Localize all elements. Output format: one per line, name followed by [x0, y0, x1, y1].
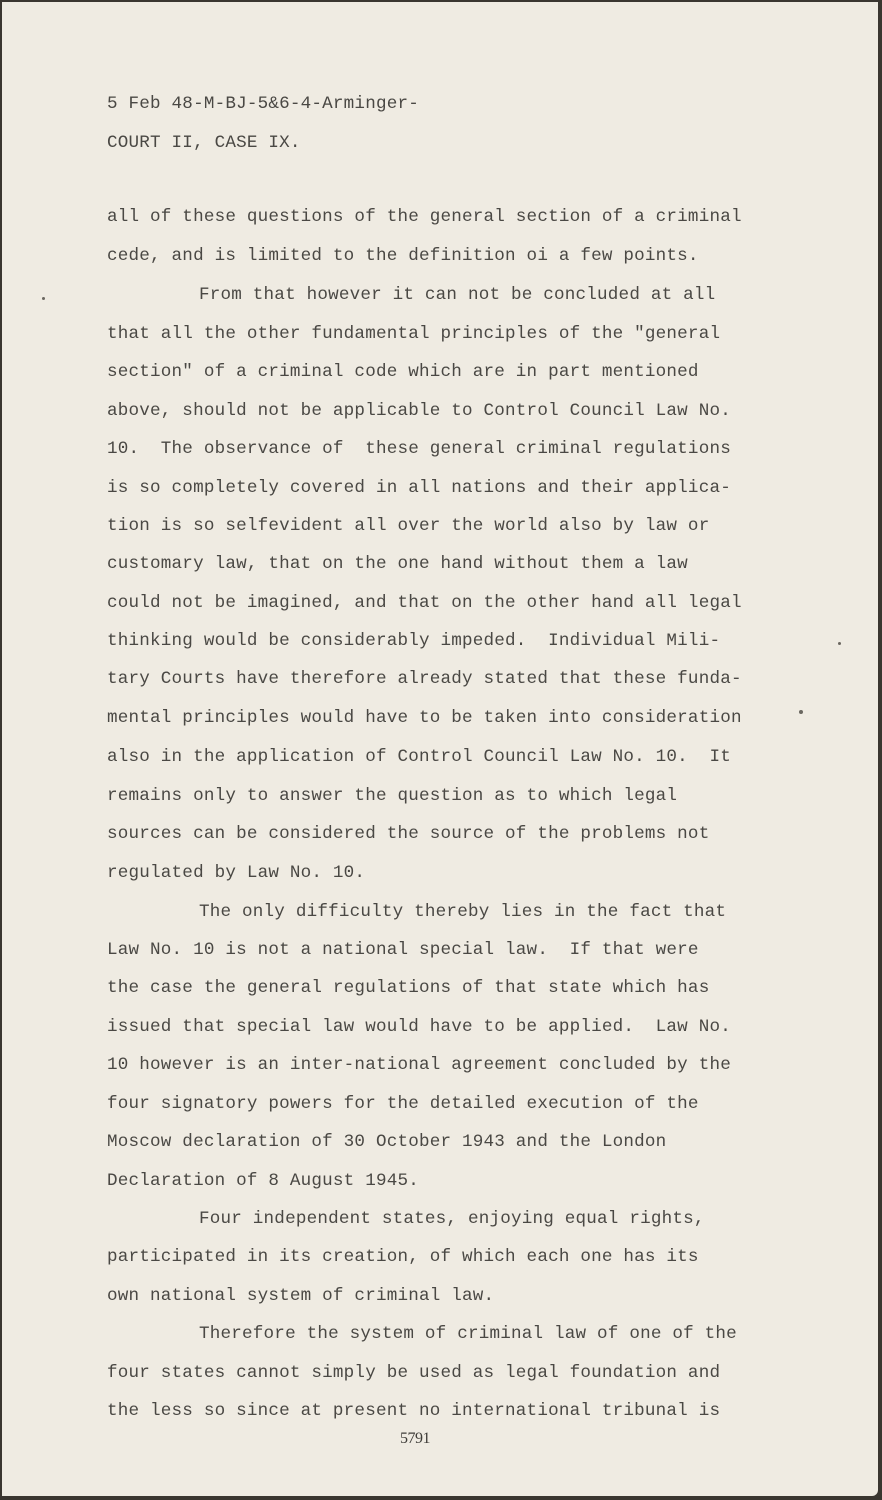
body-line: all of these questions of the general section of a criminal — [107, 207, 742, 227]
body-line: tion is so selfevident all over the world also by law or — [107, 516, 710, 536]
body-line: Declaration of 8 August 1945. — [107, 1171, 419, 1191]
body-line: thinking would be considerably impeded. Individual Mili- — [107, 631, 721, 651]
body-line: regulated by Law No. 10. — [107, 863, 366, 883]
header-reference: 5 Feb 48-M-BJ-5&6-4-Arminger- — [107, 94, 419, 114]
body-line: issued that special law would have to be applied. Law No. — [107, 1017, 731, 1037]
body-line: participated in its creation, of which each one has its — [107, 1247, 699, 1267]
body-line: 10. The observance of these general criminal regulations — [107, 439, 731, 459]
body-line: four states cannot simply be used as legal foundation and — [107, 1363, 721, 1383]
paragraph-start: From that however it can not be concluded at all — [199, 285, 716, 305]
body-line: section" of a criminal code which are in part mentioned — [107, 362, 699, 382]
body-line: the less so since at present no international tribunal is — [107, 1401, 721, 1421]
body-line: cede, and is limited to the definition oi a few points. — [107, 246, 699, 266]
body-line: tary Courts have therefore already stated that these funda- — [107, 669, 742, 689]
document-page — [2, 2, 878, 1496]
body-line: own national system of criminal law. — [107, 1286, 495, 1306]
body-line: the case the general regulations of that state which has — [107, 978, 710, 998]
body-line: is so completely covered in all nations and their applica- — [107, 478, 731, 498]
paragraph-start: Therefore the system of criminal law of one of the — [199, 1324, 737, 1344]
paper-speck — [799, 710, 803, 714]
paper-speck — [838, 642, 841, 645]
body-line: could not be imagined, and that on the other hand all legal — [107, 593, 742, 613]
body-line: mental principles would have to be taken into consideration — [107, 708, 742, 728]
paper-speck — [42, 297, 45, 300]
body-line: Moscow declaration of 30 October 1943 and the London — [107, 1132, 667, 1152]
paragraph-start: The only difficulty thereby lies in the fact that — [199, 902, 727, 922]
body-line: above, should not be applicable to Control Council Law No. — [107, 401, 731, 421]
body-line: also in the application of Control Council Law No. 10. It — [107, 747, 731, 767]
body-line: customary law, that on the one hand without them a law — [107, 554, 688, 574]
body-line: sources can be considered the source of the problems not — [107, 824, 710, 844]
page-number: 5791 — [400, 1430, 430, 1447]
body-line: remains only to answer the question as to which legal — [107, 786, 678, 806]
body-line: 10 however is an inter-national agreement concluded by the — [107, 1055, 731, 1075]
body-line: four signatory powers for the detailed execution of the — [107, 1094, 699, 1114]
body-line: Law No. 10 is not a national special law. If that were — [107, 940, 699, 960]
body-line: that all the other fundamental principles of the "general — [107, 324, 721, 344]
paragraph-start: Four independent states, enjoying equal rights, — [199, 1209, 705, 1229]
header-court-case: COURT II, CASE IX. — [107, 133, 301, 153]
